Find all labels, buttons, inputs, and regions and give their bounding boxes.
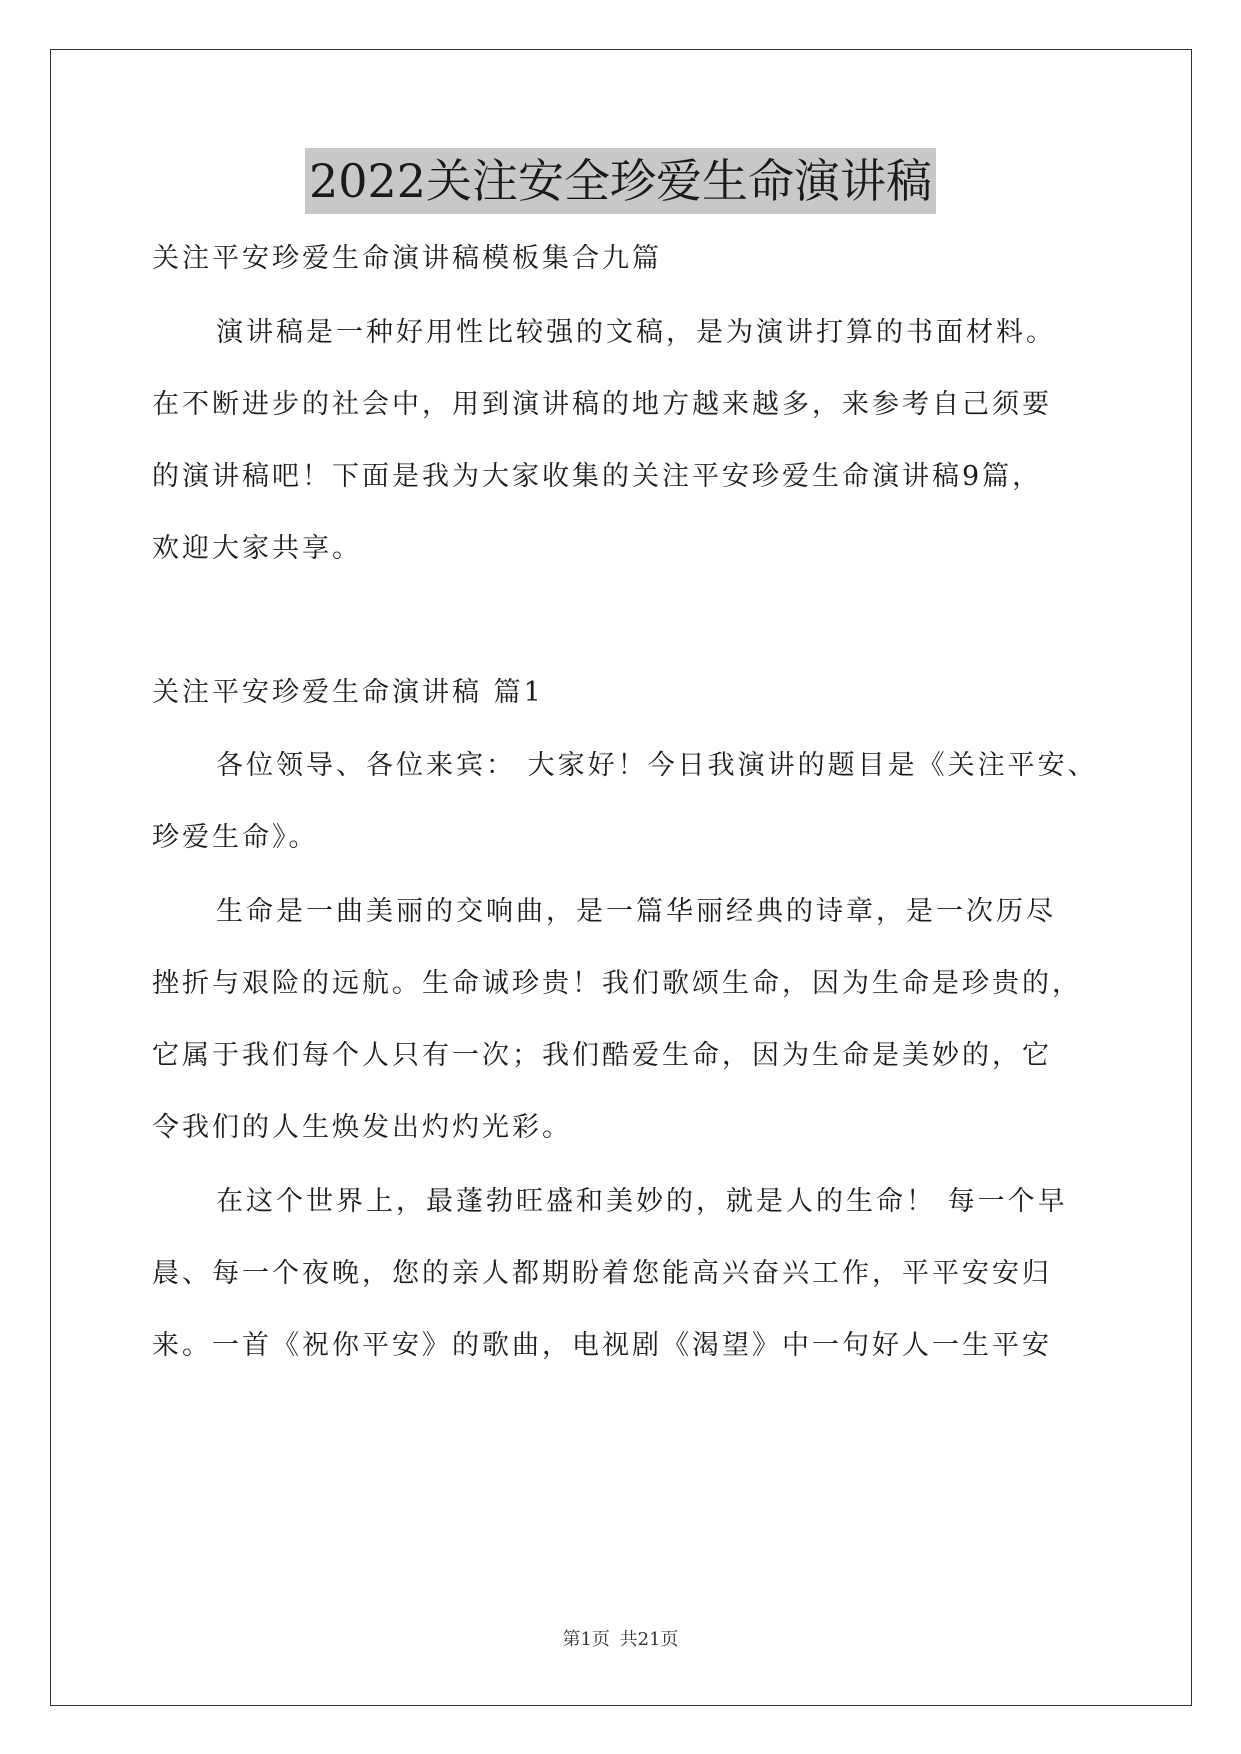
paragraph-line: 来。一首《祝你平安》的歌曲，电视剧《渴望》中一句好人一生平安: [152, 1330, 1052, 1361]
paragraph-line: 欢迎大家共享。: [152, 533, 362, 564]
paragraph-line: 珍爱生命》。: [152, 822, 319, 853]
paragraph-line: 它属于我们每个人只有一次；我们酷爱生命，因为生命是美妙的，它: [152, 1040, 1052, 1071]
page-footer: [0, 1628, 1241, 1652]
page-total: 共21页: [619, 1629, 679, 1650]
document-title: [0, 148, 1241, 214]
paragraph-line: 令我们的人生焕发出灼灼光彩。: [152, 1112, 572, 1143]
subtitle-line: 关注平安珍爱生命演讲稿模板集合九篇: [152, 243, 662, 274]
paragraph-line: 晨、每一个夜晚，您的亲人都期盼着您能高兴奋兴工作，平平安安归: [152, 1258, 1052, 1289]
paragraph-line: 演讲稿是一种好用性比较强的文稿，是为演讲打算的书面材料。: [216, 317, 1056, 348]
paragraph-line: 在不断进步的社会中，用到演讲稿的地方越来越多，来参考自己须要: [152, 389, 1052, 420]
paragraph-line: 各位领导、各位来宾： 大家好！今日我演讲的题目是《关注平安、: [216, 750, 1098, 781]
section-heading: 关注平安珍爱生命演讲稿 篇1: [152, 677, 544, 708]
document-title-text: 2022关注安全珍爱生命演讲稿: [305, 148, 936, 214]
paragraph-line: 的演讲稿吧！下面是我为大家收集的关注平安珍爱生命演讲稿9篇，: [152, 461, 1043, 492]
paragraph-line: 生命是一曲美丽的交响曲，是一篇华丽经典的诗章，是一次历尽: [216, 896, 1056, 927]
paragraph-line: 在这个世界上，最蓬勃旺盛和美妙的，就是人的生命！ 每一个早: [216, 1186, 1068, 1217]
page-number: 第1页: [562, 1629, 610, 1650]
paragraph-line: 挫折与艰险的远航。生命诚珍贵！我们歌颂生命，因为生命是珍贵的，: [152, 968, 1082, 999]
page-border: [50, 49, 1192, 1706]
